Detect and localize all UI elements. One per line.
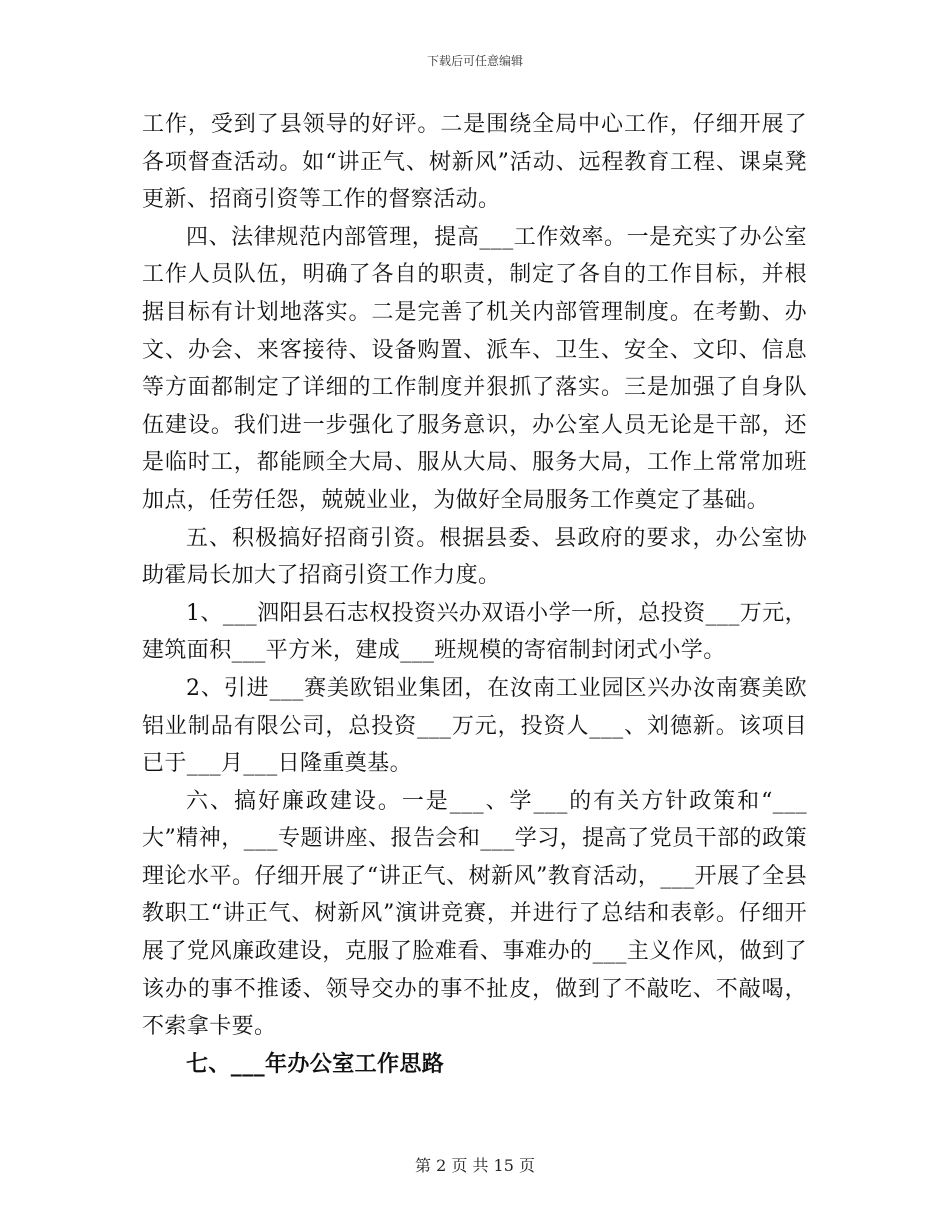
paragraph-continuation: 工作，受到了县领导的好评。二是围绕全局中心工作，仔细开展了各项督查活动。如“讲正气、树新风”活动、远程教育工程、课桌凳更新、招商引资等工作的督察活动。 [142, 112, 807, 213]
document-body [142, 106, 807, 1083]
paragraph-section-4: 四、法律规范内部管理，提高___工作效率。一是充实了办公室工作人员队伍，明确了各自的职责，制定了各自的工作目标，并根据目标有计划地落实。二是完善了机关内部管理制度。在考勤、办文、办会、来客接待、设备购置、派车、卫生、安全、文印、信息等方面都制定了详细的工作制度并狠抓了落实。三是加强了自身队伍建设。我们进一步强化了服务意识，办公室人员无论是干部，还是临时工，都能顾全大局、服从大局、服务大局，工作上常常加班加点，任劳任怨，兢兢业业，为做好全局服务工作奠定了基础。 [142, 224, 807, 513]
page-header-note: 下载后可任意编辑 [426, 54, 523, 68]
paragraph-item-2: 2、引进___赛美欧铝业集团，在汝南工业园区兴办汝南赛美欧铝业制品有限公司，总投资___万元，投资人___、刘德新。该项目已于___月___日隆重奠基。 [142, 675, 807, 777]
paragraph-item-1: 1、___泗阳县石志权投资兴办双语小学一所，总投资___万元，建筑面积___平方米，建成___班规模的寄宿制封闭式小学。 [142, 600, 807, 664]
page-number: 第 2 页 共 15 页 [415, 1156, 535, 1175]
section-heading-7: 七、___年办公室工作思路 [186, 1051, 445, 1077]
paragraph-section-5: 五、积极搞好招商引资。根据县委、县政府的要求，办公室协助霍局长加大了招商引资工作力度。 [142, 525, 807, 589]
paragraph-section-6: 六、搞好廉政建设。一是___、学___的有关方针政策和“___大”精神，___专题讲座、报告会和___学习，提高了党员干部的政策理论水平。仔细开展了“讲正气、树新风”教育活动，___开展了全县教职工“讲正气、树新风”演讲竞赛，并进行了总结和表彰。仔细开展了党风廉政建设，克服了脸难看、事难办的___主义作风，做到了该办的事不推诿、领导交办的事不扯皮，做到了不敲吃、不敲喝，不索拿卡要。 [142, 788, 807, 1040]
